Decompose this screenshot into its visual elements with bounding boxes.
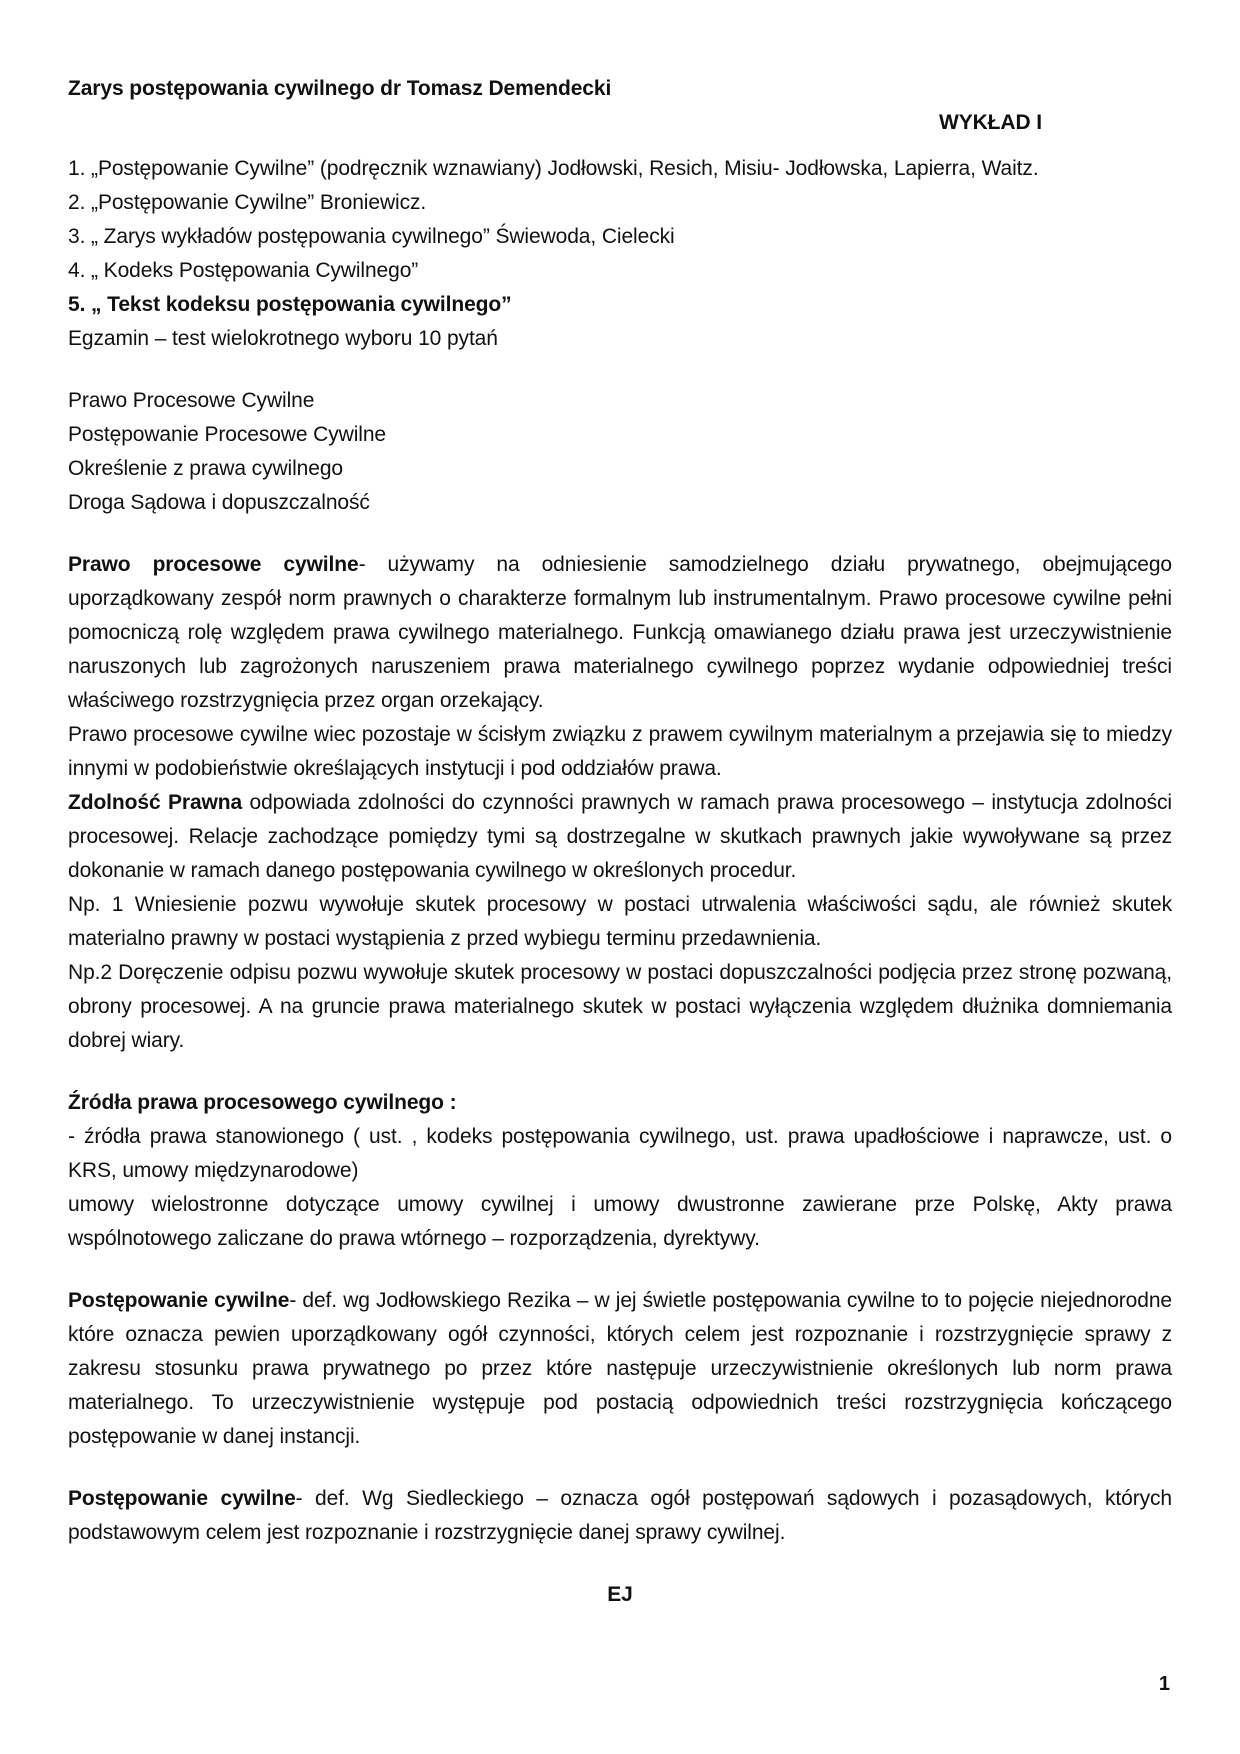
reading-list-item-2: 2. „Postępowanie Cywilne” Broniewicz. [68,191,427,214]
paragraph-zdolnosc-prawna [68,786,1172,888]
footer-initials: EJ [607,1583,633,1606]
paragraph-example-1: Np. 1 Wniesienie pozwu wywołuje skutek procesowy w postaci utrwalenia właściwości sądu, ale również skutek materialno prawny w postaci wystąpienia z przed wybiegu terminu przedawnienia. [68,893,1172,950]
paragraph-text-zdolnosc-prawna: odpowiada zdolności do czynności prawnych w ramach prawa procesowego – instytucja zdolności procesowej. Relacje zachodzące pomiędzy tymi są dostrzegalne w skutkach prawnych jakie wywoływane są przez dokonanie w ramach danego postępowania cywilnego w określonych procedur. [68,791,1172,882]
spacer [68,356,1172,384]
paragraph-def-siedlecki [68,1482,1172,1550]
paragraph-lead-prawo-procesowe: Prawo procesowe cywilne [68,553,359,576]
term-line-3: Określenie z prawa cywilnego [68,457,343,480]
spacer [68,1058,1172,1086]
paragraph-zwiazek: Prawo procesowe cywilne wiec pozostaje w ścisłym związku z prawem cywilnym materialnym a przejawia się to miedzy innymi w podobieństwie określających instytucji i pod oddziałów prawa. [68,723,1172,780]
exam-note: Egzamin – test wielokrotnego wyboru 10 pytań [68,327,498,350]
reading-list-item-3: 3. „ Zarys wykładów postępowania cywilnego” Świewoda, Cielecki [68,225,675,248]
paragraph-text-def-siedlecki: - def. Wg Siedleckiego – oznacza ogół postępowań sądowych i pozasądowych, których podstawowym celem jest rozpoznanie i rozstrzygnięcie danej sprawy cywilnej. [68,1487,1172,1544]
paragraph-text-def-jodlowski: - def. wg Jodłowskiego Rezika – w jej świetle postępowania cywilne to to pojęcie niejednorodne które oznacza pewien uporządkowany ogół czynności, których celem jest rozpoznanie i rozstrzygnięcie sprawy z zakresu stosunku prawa prywatnego po przez które następuje urzeczywistnienie określonych lub norm prawa materialnego. To urzeczywistnienie występuje pod postacią odpowiednich treści rozstrzygnięcia kończącego postępowanie w danej instancji. [68,1289,1172,1448]
reading-list-item-1: 1. „Postępowanie Cywilne” (podręcznik wznawiany) Jodłowski, Resich, Misiu- Jodłowska, Lapierra, Waitz. [68,157,1039,180]
paragraph-lead-def-siedlecki: Postępowanie cywilne [68,1487,296,1510]
lecture-heading: WYKŁAD I [938,111,1042,134]
spacer [68,1550,1172,1578]
paragraph-def-jodlowski [68,1284,1172,1454]
term-line-1: Prawo Procesowe Cywilne [68,389,315,412]
term-list [68,384,1172,520]
document-title: Zarys postępowania cywilnego dr Tomasz Demendecki [68,77,612,100]
spacer [68,520,1172,548]
sources-line-2: umowy wielostronne dotyczące umowy cywilnej i umowy dwustronne zawierane prze Polskę, Akty prawa wspólnotowego zaliczane do prawa wtórnego – rozporządzenia, dyrektywy. [68,1193,1172,1250]
paragraph-example-2: Np.2 Doręczenie odpisu pozwu wywołuje skutek procesowy w postaci dopuszczalności podjęcia przez stronę pozwaną, obrony procesowej. A na gruncie prawa materialnego skutek w postaci wyłączenia względem dłużnika domniemania dobrej wiary. [68,961,1172,1052]
page-number: 1 [1158,1673,1170,1695]
spacer [68,1454,1172,1482]
sources-line-1: - źródła prawa stanowionego ( ust. , kodeks postępowania cywilnego, ust. prawa upadłościowe i naprawcze, ust. o KRS, umowy międzynarodowe) [68,1125,1172,1182]
paragraph-lead-def-jodlowski: Postępowanie cywilne [68,1289,290,1312]
term-line-4: Droga Sądowa i dopuszczalność [68,491,370,514]
reading-list-item-5: 5. „ Tekst kodeksu postępowania cywilnego” [68,293,512,316]
sources-heading: Źródła prawa procesowego cywilnego : [68,1091,457,1114]
spacer [68,140,1172,152]
paragraph-lead-zdolnosc-prawna: Zdolność Prawna [68,791,243,814]
term-line-2: Postępowanie Procesowe Cywilne [68,423,386,446]
paragraph-prawo-procesowe [68,548,1172,718]
paragraph-text-prawo-procesowe: - używamy na odniesienie samodzielnego działu prywatnego, obejmującego uporządkowany zespół norm prawnych o charakterze formalnym lub instrumentalnym. Prawo procesowe cywilne pełni pomocniczą rolę względem prawa cywilnego materialnego. Funkcją omawianego działu prawa jest urzeczywistnienie naruszonych lub zagrożonych naruszeniem prawa materialnego cywilnego poprzez wydanie odpowiedniej treści właściwego rozstrzygnięcia przez organ orzekający. [68,553,1173,712]
reading-list-item-4: 4. „ Kodeks Postępowania Cywilnego” [68,259,419,282]
spacer [68,1256,1172,1284]
reading-list [68,152,1172,356]
